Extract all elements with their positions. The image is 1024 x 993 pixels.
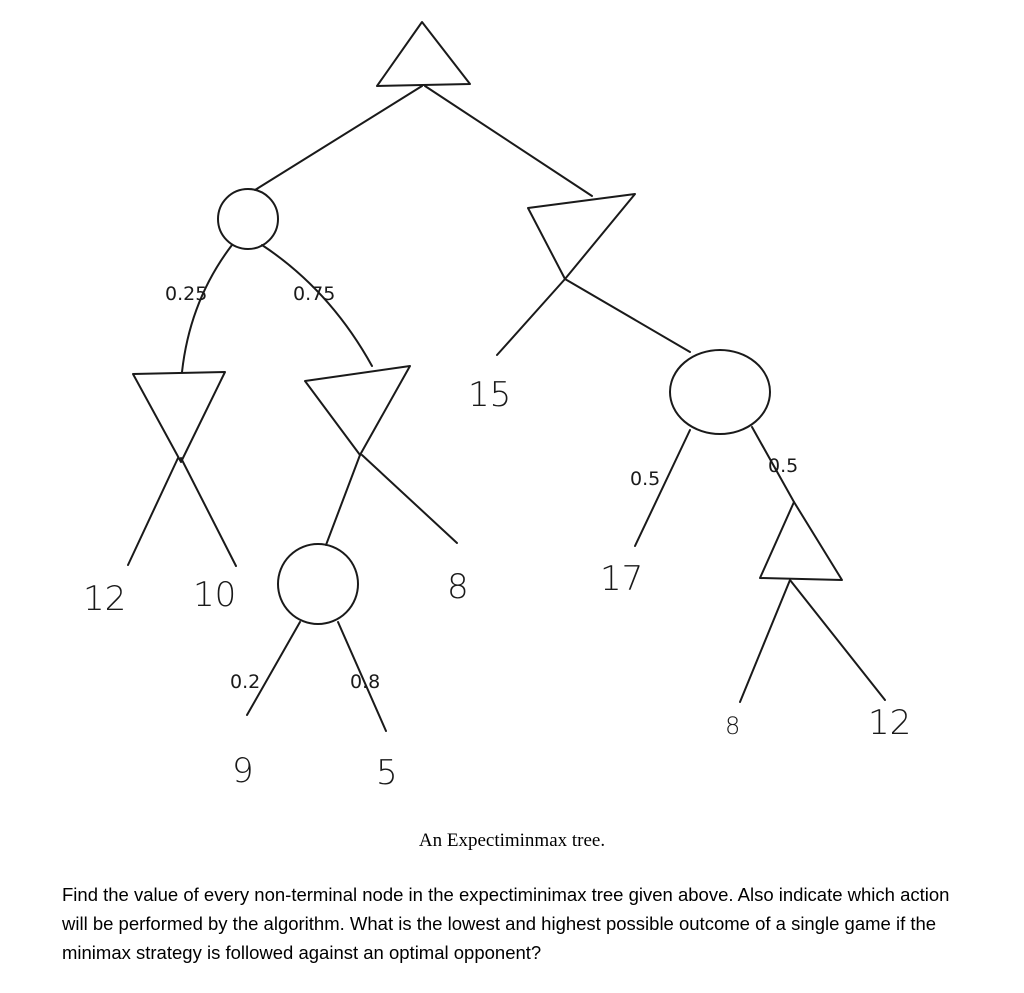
edge-max-small-to-leaf-12 [790, 580, 885, 700]
edge-min-b-to-leaf-8 [362, 455, 457, 543]
edge-chance-small-to-leaf-9 [247, 622, 300, 715]
edge-min-a-to-leaf-10 [181, 458, 236, 566]
prob-label-0-5-right: 0.5 [768, 455, 799, 477]
chance-node-left [218, 189, 278, 249]
edge-chance-left-to-min-b [262, 245, 372, 366]
root-max-node [377, 22, 470, 86]
edge-root-to-chance-left [255, 86, 422, 190]
leaf-17: 17 [600, 559, 644, 599]
edge-min-right-to-chance [565, 279, 690, 352]
chance-node-right [670, 350, 770, 434]
leaf-8-right: 8 [725, 712, 741, 740]
leaf-8-middle: 8 [447, 567, 469, 607]
prob-label-0-8: 0.8 [350, 671, 381, 693]
prob-label-0-75: 0.75 [293, 283, 336, 305]
question-text: Find the value of every non-terminal node in the expectiminimax tree given above. Also indicate which action will be performed by the algorithm. What is the lowest and highest possible outcome of a single game if the minimax strategy is followed against an optimal opponent? [62, 884, 950, 963]
leaf-15: 15 [468, 375, 512, 415]
leaf-10: 10 [193, 575, 237, 615]
leaf-9: 9 [232, 751, 254, 791]
min-node-right [528, 194, 635, 279]
prob-label-0-25: 0.25 [165, 283, 208, 305]
edge-root-to-min-right [425, 86, 592, 196]
edge-min-a-to-leaf-12 [128, 458, 178, 565]
edge-chance-left-to-min-a [182, 245, 232, 372]
leaf-12-left: 12 [83, 579, 127, 619]
edge-max-small-to-leaf-8 [740, 580, 790, 702]
max-node-small [760, 502, 842, 580]
figure-caption: An Expectiminmax tree. [418, 830, 606, 851]
leaf-5: 5 [376, 753, 398, 793]
leaf-12-right: 12 [868, 703, 912, 743]
min-node-b [305, 366, 410, 455]
prob-label-0-2: 0.2 [230, 671, 261, 693]
edge-min-right-to-leaf-15 [497, 279, 565, 355]
min-node-a [133, 372, 225, 462]
chance-node-small [278, 544, 358, 624]
prob-label-0-5-left: 0.5 [630, 468, 661, 490]
edge-min-b-to-chance [326, 455, 360, 545]
